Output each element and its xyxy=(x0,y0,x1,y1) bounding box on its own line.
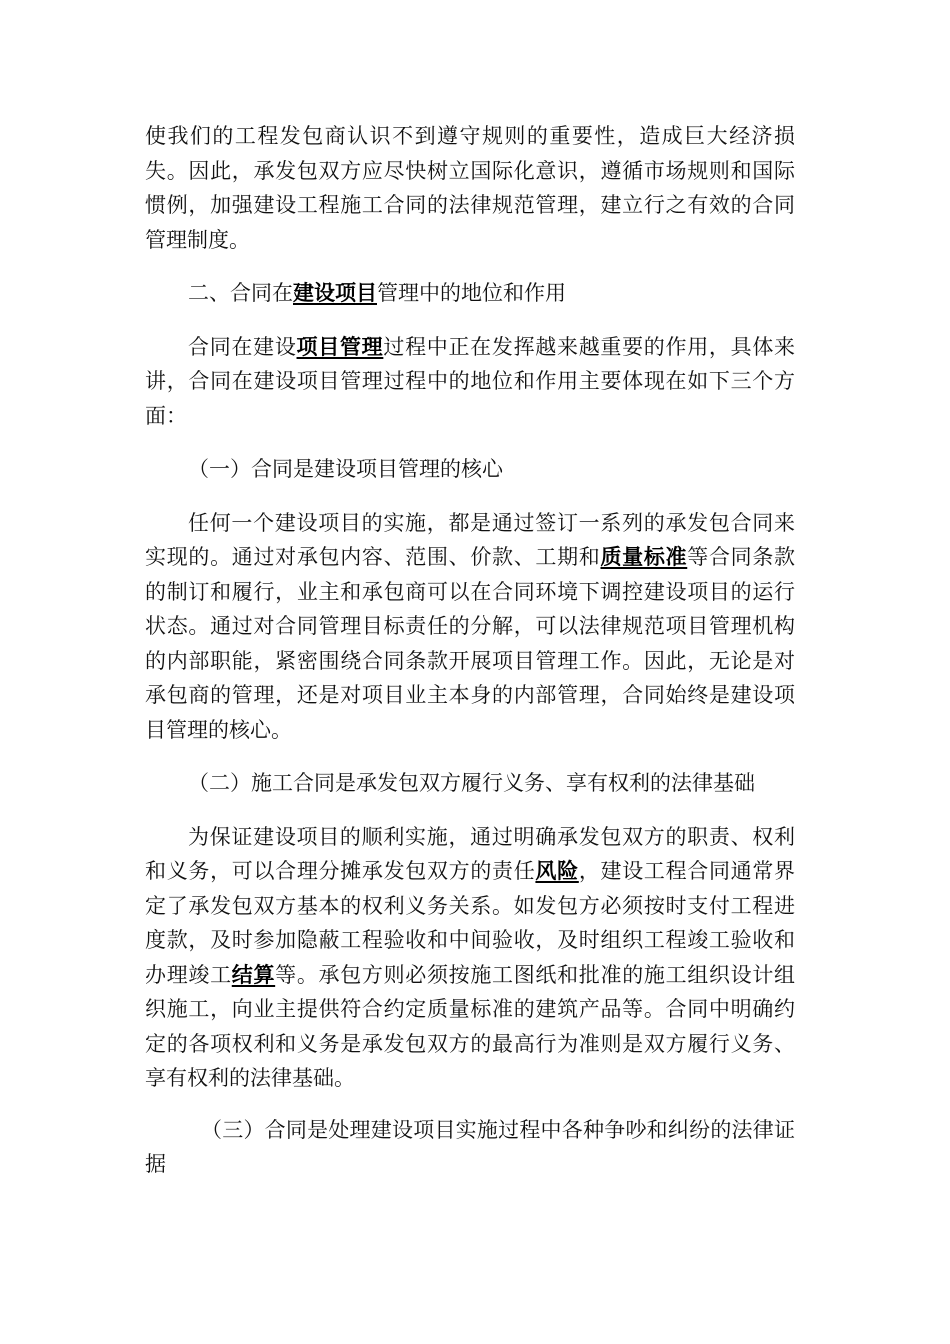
link-zhiliang-biaozhun[interactable]: 质量标准 xyxy=(600,544,688,569)
paragraph-text-after: 过程中正在发挥越来越重要的作用，具体来讲，合同在建设项目管理过程中的地位和作用主要体现在如下三个方面： xyxy=(145,334,796,428)
link-fengxian[interactable]: 风险 xyxy=(535,858,579,883)
link-jiesuan[interactable]: 结算 xyxy=(231,961,276,987)
paragraph-text-before: 合同在建设 xyxy=(188,334,297,359)
paragraph-text-before: 任何一个建设项目的实施，都是通过签订一系列的承发包合同来实现的。通过对承包内容、范围、价款、工期和 xyxy=(145,510,795,569)
paragraph-text-part1: 为保证建设项目的顺利实施，通过明确承发包双方的职责、权利和义务，可以合理分摊承发包双方的责任 xyxy=(145,824,795,883)
link-xiangmu-guanli[interactable]: 项目管理 xyxy=(296,333,384,359)
paragraph-core xyxy=(145,506,795,748)
paragraph-intro: 使我们的工程发包商认识不到遵守规则的重要性，造成巨大经济损失。因此，承发包双方应尽快树立国际化意识，遵循市场规则和国际惯例，加强建设工程施工合同的法律规范管理，建立行之有效的合同管理制度。 xyxy=(145,124,795,252)
subsection-heading-3: （三）合同是处理建设项目实施过程中各种争吵和纠纷的法律证据 xyxy=(145,1117,795,1176)
paragraph-text-part2: ，建设工程合同通常界定了承发包双方基本的权利义务关系。如发包方必须按时支付工程进度款，及时参加隐蔽工程验收和中间验收，及时组织工程竣工验收和办理竣工 xyxy=(145,859,796,987)
subsection-heading-1: （一）合同是建设项目管理的核心 xyxy=(188,457,503,481)
heading-text-after: 管理中的地位和作用 xyxy=(377,281,566,305)
paragraph-text-after: 等合同条款的制订和履行，业主和承包商可以在合同环境下调控建设项目的运行状态。通过对合同管理目标责任的分解，可以法律规范项目管理机构的内部职能，紧密围绕合同条款开展项目管理工作。因此，无论是对承包商的管理，还是对项目业主本身的内部管理，合同始终是建设项目管理的核心。 xyxy=(145,545,796,742)
paragraph-role-overview xyxy=(145,330,795,434)
subsection-heading-2: （二）施工合同是承发包双方履行义务、享有权利的法律基础 xyxy=(188,771,755,795)
section-heading-2 xyxy=(145,276,795,311)
heading-text-before: 二、合同在 xyxy=(188,281,293,305)
link-jianshe-xiangmu[interactable]: 建设项目 xyxy=(293,280,377,305)
paragraph-legal-basis xyxy=(145,820,795,1096)
document-page xyxy=(145,119,795,1182)
paragraph-text-part3: 等。承包方则必须按施工图纸和批准的施工组织设计组织施工，向业主提供符合约定质量标准的建筑产品等。合同中明确约定的各项权利和义务是承发包双方的最高行为准则是双方履行义务、享有权利的法律基础。 xyxy=(145,962,796,1090)
